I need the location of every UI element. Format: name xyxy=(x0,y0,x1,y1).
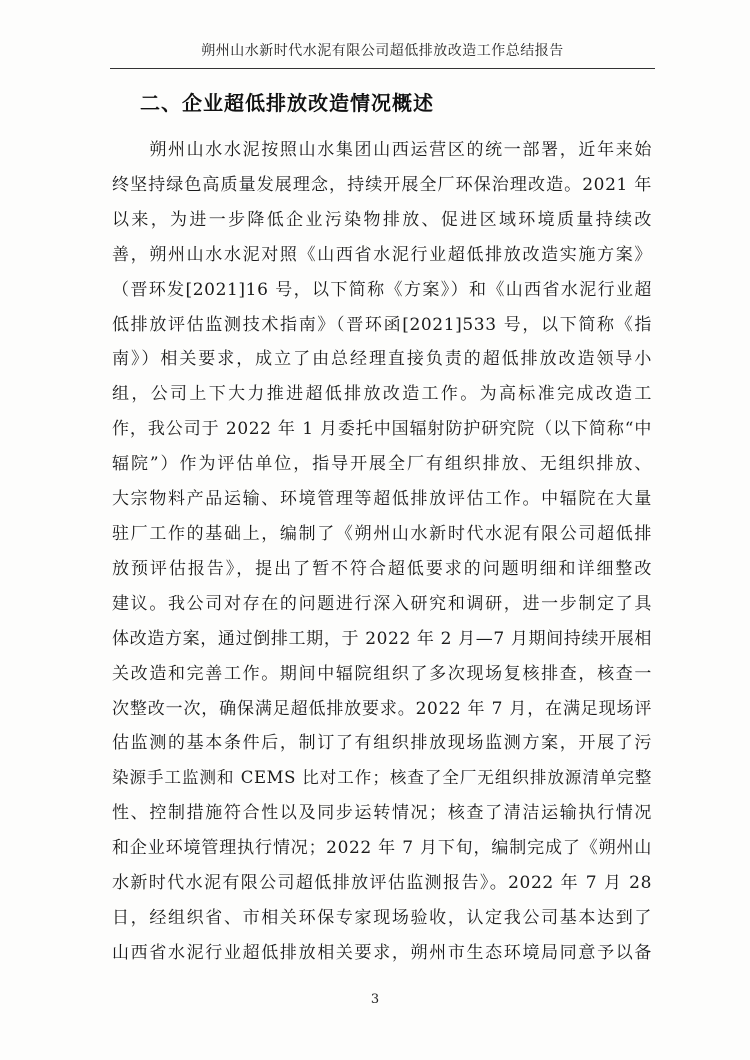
paragraph-line: 放预评估报告》，提出了暂不符合超低要求的问题明细和详细整改 xyxy=(112,558,652,579)
paragraph-line: 次整改一次，确保满足超低排放要求。2022 年 7 月，在满足现场评 xyxy=(112,698,652,719)
paragraph-line: 染源手工监测和 CEMS 比对工作；核查了全厂无组织排放源清单完整 xyxy=(112,768,652,788)
paragraph-line: 以来，为进一步降低企业污染物排放、促进区域环境质量持续改 xyxy=(112,209,652,230)
paragraph-line: 山西省水泥行业超低排放相关要求，朔州市生态环境局同意予以备 xyxy=(112,942,652,963)
paragraph-line: 低排放评估监测技术指南》（晋环函[2021]533 号，以下简称《指 xyxy=(112,314,652,335)
paragraph-line: 性、控制措施符合性以及同步运转情况；核查了清洁运输执行情况 xyxy=(112,803,652,824)
body-paragraph xyxy=(112,133,652,971)
paragraph-line: 朔州山水水泥按照山水集团山西运营区的统一部署，近年来始 xyxy=(112,140,652,160)
paragraph-line: （晋环发[2021]16 号，以下简称《方案》）和《山西省水泥行业超 xyxy=(112,279,652,300)
paragraph-line: 终坚持绿色高质量发展理念，持续开展全厂环保治理改造。2021 年 xyxy=(112,174,652,195)
header-rule xyxy=(110,68,655,69)
paragraph-line: 水新时代水泥有限公司超低排放评估监测报告》。2022 年 7 月 28 xyxy=(112,873,652,894)
paragraph-line: 南》）相关要求，成立了由总经理直接负责的超低排放改造领导小 xyxy=(112,349,652,370)
section-heading: 二、企业超低排放改造情况概述 xyxy=(140,91,434,115)
paragraph-line: 善，朔州山水水泥对照《山西省水泥行业超低排放改造实施方案》 xyxy=(112,244,652,265)
paragraph-line: 关改造和完善工作。期间中辐院组织了多次现场复核排查，核查一 xyxy=(112,663,652,684)
running-header: 朔州山水新时代水泥有限公司超低排放改造工作总结报告 xyxy=(201,43,564,59)
paragraph-line: 和企业环境管理执行情况；2022 年 7 月下旬，编制完成了《朔州山 xyxy=(112,838,652,859)
paragraph-line: 建议。我公司对存在的问题进行深入研究和调研，进一步制定了具 xyxy=(112,593,652,614)
paragraph-line: 日，经组织省、市相关环保专家现场验收，认定我公司基本达到了 xyxy=(112,907,652,928)
paragraph-line: 辐院”）作为评估单位，指导开展全厂有组织排放、无组织排放、 xyxy=(112,454,652,475)
paragraph-line: 体改造方案，通过倒排工期，于 2022 年 2 月—7 月期间持续开展相 xyxy=(112,628,652,649)
paragraph-line: 估监测的基本条件后，制订了有组织排放现场监测方案，开展了污 xyxy=(112,733,652,754)
paragraph-line: 组，公司上下大力推进超低排放改造工作。为高标准完成改造工 xyxy=(112,384,652,405)
paragraph-line: 大宗物料产品运输、环境管理等超低排放评估工作。中辐院在大量 xyxy=(112,489,652,510)
paragraph-line: 作，我公司于 2022 年 1 月委托中国辐射防护研究院（以下简称“中 xyxy=(112,419,652,440)
paragraph-line: 驻厂工作的基础上，编制了《朔州山水新时代水泥有限公司超低排 xyxy=(112,523,652,544)
page-number: 3 xyxy=(370,992,380,1007)
